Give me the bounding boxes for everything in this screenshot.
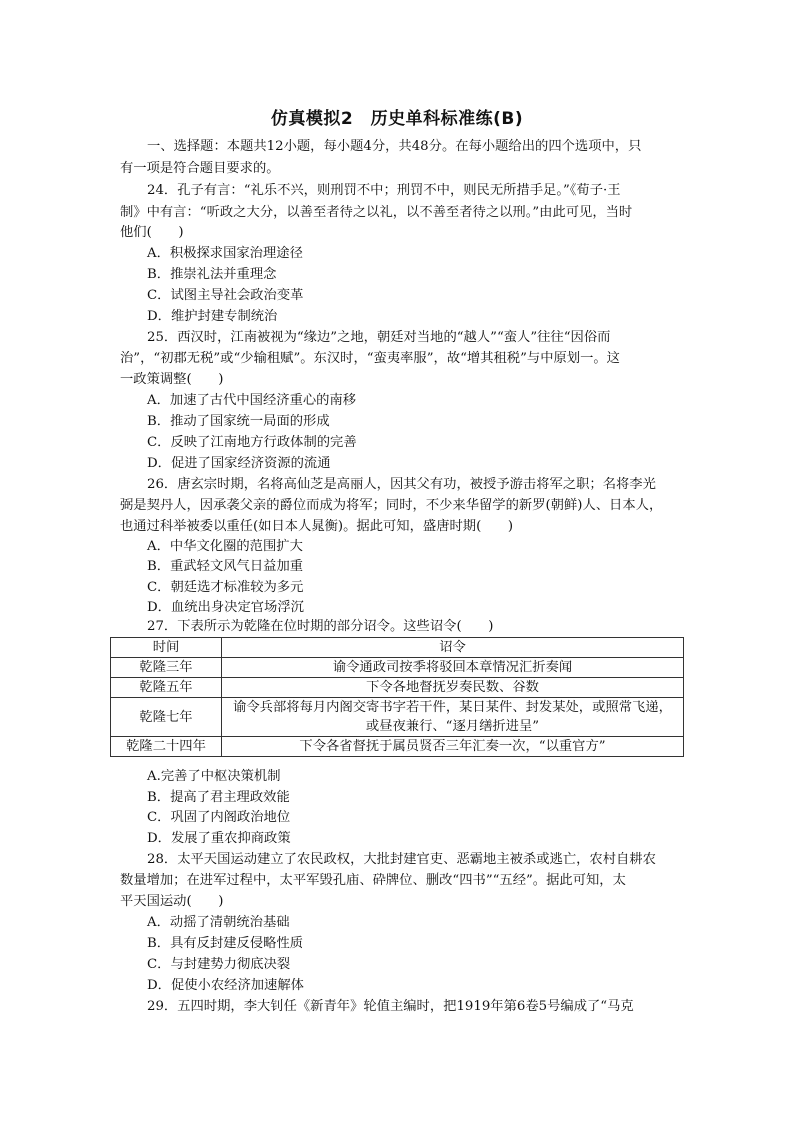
q26-stem-line-2: 弼是契丹人，因承袭父亲的爵位而成为将军；同时，不少来华留学的新罗(朝鲜)人、日本人， — [120, 498, 663, 513]
q25-stem-line-2: 治”，“初郡无税”或“少输租赋”。东汉时，“蛮夷率服”，故“增其租税”与中原划一。这 — [120, 351, 620, 366]
table-row — [111, 658, 684, 678]
q29-stem-line-1: 29．五四时期，李大钊任《新青年》轮值主编时，把1919年第6卷5号编成了“马克 — [147, 999, 634, 1014]
q25-option-c: C．反映了江南地方行政体制的完善 — [147, 435, 357, 450]
table-cell-time: 乾隆五年 — [111, 678, 222, 698]
table-cell-time: 乾隆七年 — [111, 698, 222, 737]
q27-stem-line-1: 27．下表所示为乾隆在位时期的部分诏令。这些诏令( ) — [147, 619, 494, 634]
table-cell-edict — [222, 698, 684, 737]
table-header-time: 时间 — [111, 638, 222, 658]
q26-stem-line-1: 26．唐玄宗时期，名将高仙芝是高丽人，因其父有功，被授予游击将军之职；名将李光 — [147, 477, 656, 492]
q25-stem-line-1: 25．西汉时，江南被视为“缘边”之地，朝廷对当地的“越人”“蛮人”往往“因俗而 — [147, 330, 611, 345]
q28-stem-line-3: 平天国运动( ) — [120, 894, 224, 909]
table-cell-edict-line-2: 或昼夜兼行、“逐月缮折进呈” — [365, 719, 540, 734]
table-header-edict: 诏令 — [222, 638, 684, 658]
q27-option-d: D．发展了重农抑商政策 — [147, 831, 291, 846]
page-title: 仿真模拟2 历史单科标准练(B) — [270, 109, 524, 129]
q26-option-d: D．血统出身决定官场浮沉 — [147, 600, 304, 615]
q27-option-c: C．巩固了内阁政治地位 — [147, 810, 291, 825]
q26-option-c: C．朝廷选才标准较为多元 — [147, 580, 304, 595]
q28-stem-line-1: 28．太平天国运动建立了农民政权，大批封建官吏、恶霸地主被杀或逃亡，农村自耕农 — [147, 852, 656, 867]
intro-line-2: 有一项是符合题目要求的。 — [120, 161, 280, 176]
q28-option-c: C．与封建势力彻底决裂 — [147, 957, 291, 972]
q26-option-a: A．中华文化圈的范围扩大 — [147, 539, 303, 554]
q25-option-b: B．推动了国家统一局面的形成 — [147, 414, 330, 429]
q28-stem-line-2: 数量增加；在进军过程中，太平军毁孔庙、砕牌位、删改“四书”“五经”。据此可知，太 — [120, 873, 626, 888]
table-cell-edict: 谕令通政司按季将驳回本章情况汇折奏闻 — [222, 658, 684, 678]
q24-option-d: D．维护封建专制统治 — [147, 309, 278, 324]
table-row — [111, 678, 684, 698]
q24-option-c: C．试图主导社会政治变革 — [147, 288, 304, 303]
q25-option-a: A．加速了古代中国经济重心的南移 — [147, 393, 357, 408]
q25-stem-line-3: 一政策调整( ) — [120, 372, 224, 387]
intro-line-1: 一、选择题：本题共12小题，每小题4分，共48分。在每小题给出的四个选项中，只 — [147, 139, 642, 154]
edict-table — [110, 637, 684, 757]
q28-option-a: A．动摇了清朝统治基础 — [147, 915, 290, 930]
q26-option-b: B．重武轻文风气日益加重 — [147, 559, 304, 574]
q24-option-b: B．推崇礼法并重理念 — [147, 267, 277, 282]
q25-option-d: D．促进了国家经济资源的流通 — [147, 456, 331, 471]
q27-option-b: B．提高了君主理政效能 — [147, 790, 290, 805]
table-cell-edict: 下令各省督抚于属员贤否三年汇奏一次，“以重官方” — [222, 737, 684, 757]
table-row — [111, 698, 684, 737]
table-header-row — [111, 638, 684, 658]
q28-option-b: B．具有反封建反侵略性质 — [147, 936, 304, 951]
table-cell-edict: 下令各地督抚岁奏民数、谷数 — [222, 678, 684, 698]
q28-option-d: D．促使小农经济加速解体 — [147, 978, 304, 993]
table-cell-edict-line-1: 谕令兵部将每月内阁交寄书字若干件，某日某件、封发某处，或照常飞递， — [233, 700, 672, 715]
q24-stem-line-2: 制》中有言：“听政之大分，以善至者待之以礼，以不善至者待之以刑。”由此可见，当时 — [120, 205, 633, 220]
q24-stem-line-3: 他们( ) — [120, 225, 184, 240]
table-cell-time: 乾隆三年 — [111, 658, 222, 678]
q27-option-a: A.完善了中枢决策机制 — [147, 769, 281, 784]
q24-stem-line-1: 24．孔子有言：“礼乐不兴，则刑罚不中；刑罚不中，则民无所措手足。”《荀子·王 — [147, 183, 621, 198]
table-row — [111, 737, 684, 757]
q24-option-a: A．积极探求国家治理途径 — [147, 246, 303, 261]
q26-stem-line-3: 也通过科举被委以重任(如日本人晁衡)。据此可知，盛唐时期( ) — [120, 519, 514, 534]
table-cell-time: 乾隆二十四年 — [111, 737, 222, 757]
